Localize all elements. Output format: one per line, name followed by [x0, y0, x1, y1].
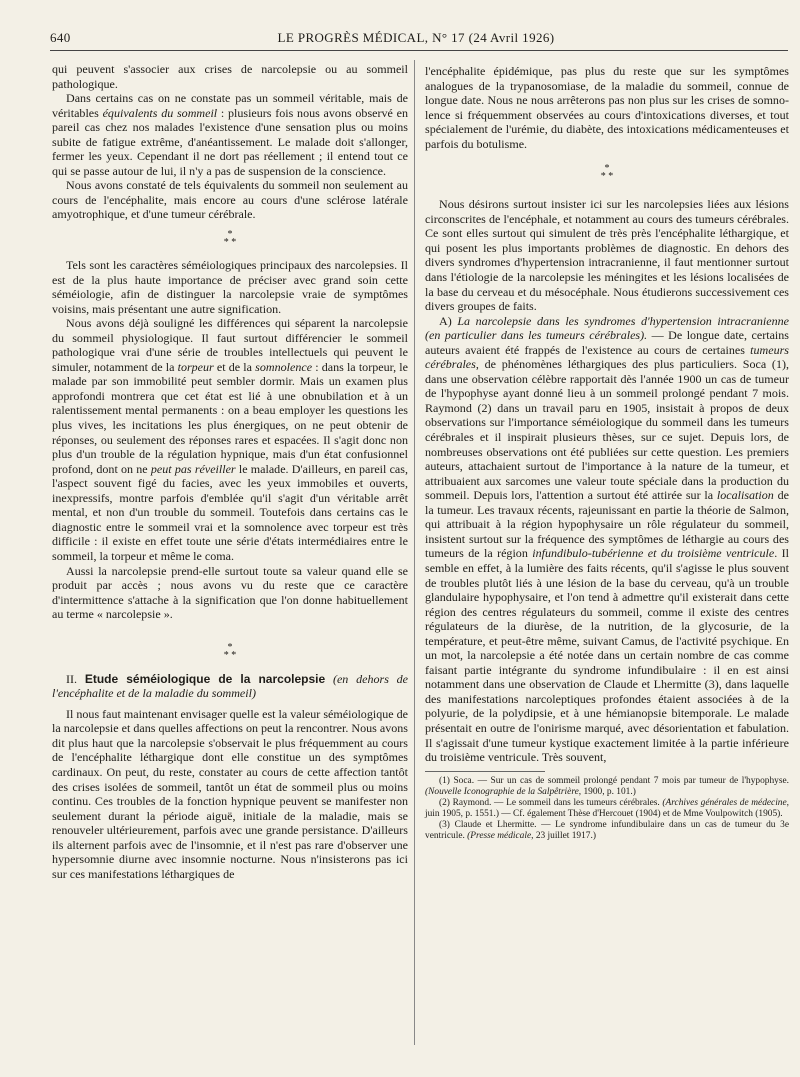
footnote: (3) Claude et Lhermitte. — Le syndrome infundibulaire dans un cas de tumeur du 3e ventricule. (Presse médicale, 23 juillet 1917.): [425, 819, 789, 841]
paragraph: A) La narcolepsie dans les syndromes d'hypertension intracranienne (en particulier dans les tumeurs cérébrales). — De longue date, certains auteurs avaient été frappés de l'existence au cours de certaines tumeurs cérébrales, de phénomènes léthargiques des plus particuliers. Soca (1), dans une observation célèbre rapportait dès l'année 1900 un cas de tumeur de l'hypophyse ayant donné lieu à un sommeil prolongé pendant 7 mois. Raymond (2) dans un travail paru en 1905, insistait à propos de deux observations sur l'importance séméiologique du sommeil dans les tumeurs cérébrales et il inspirait plusieurs thèses, sur ce sujet. Depuis lors, de nombreuses observations ont été publiées sur cette question. Les premiers auteurs, attachaient surtout de l'importance à la nature de la tumeur, et attribuaient aux sarcomes une valeur toute spéciale dans la production du sommeil. Depuis lors, l'attention a surtout été attirée sur la localisation de la tumeur. Les travaux récents, rajeunissant en partie la théorie de Salmon, qui attribuait à la région hypophysaire un rôle régulateur du sommeil, insistent surtout sur la fréquence des symptômes de léthargie au cours des tumeurs de la région infundibulo-tubérienne et du troisième ventricule. Il semble en effet, à la lumière des faits récents, qu'il s'agisse le plus souvent de troubles plutôt liés à une lésion de la base du cerveau, qu'à un trouble glandulaire hypophysaire, et l'on tend à admettre qu'il existerait dans cette région des centres régulateurs du sommeil, comme il existe des centres régulateurs de la diurèse, de la nutrition, de la glycosurie, de la température, et peut-être même, suivant Camus, de l'activité psychique. En un mot, la narcolepsie a été notée dans un certain nombre de cas comme faisant partie intégrante du syndrome infundibulaire : il en est ainsi notamment dans une observation de Claude et Lhermitte (3), dans laquelle des manifestations narcoleptiques profondes étaient associées à de la polyurie, de la polydipsie, et à une hémianopsie bitemporale. Le malade présentait en outre de l'onirisme marqué, avec désorientation et fabulation. Il s'agissait d'une tumeur kystique exactement limitée à la partie inférieure du troisième ventricule. Très souvent,: [425, 313, 789, 765]
paragraph: Il nous faut maintenant envisager quelle est la valeur séméiologique de la narcolepsie et dans quelles affections on peut la rencontrer. Nous avons dit plus haut que la narcolepsie s'observait le plus fréquemment au cours de l'encéphalite léthargique dont elle constitue un des symptômes cardinaux. On peut, du reste, constater au cours de cette affection tantôt des crises isolées de sommeil, tantôt un état de sommeil plus ou moins continu. Ces troubles de la fonction hypnique peuvent se manifester non seulement durant la période aiguë, initiale de la maladie, mais se renouveler ultérieurement, parfois avec une grande persistance. D'ailleurs ils alternent parfois avec de l'insomnie, et il n'est pas rare d'observer une hypersomnie diurne avec insomnie nocturne. Nous n'insisterons pas ici sur ces manifestations léthargiques de: [52, 706, 408, 881]
section-separator: * * *: [223, 641, 237, 661]
paragraph: qui peuvent s'associer aux crises de narcolepsie ou au sommeil pathologique.: [52, 62, 408, 91]
left-column: [52, 62, 408, 881]
paragraph: Nous avons constaté de tels équivalents du sommeil non seulement au cours de l'encéphalite, mais encore au cours d'une sclérose latérale amyotrophique, et d'une tumeur cérébrale.: [52, 178, 408, 222]
page-number: 640: [50, 30, 71, 45]
paragraph: Tels sont les caractères séméiologiques principaux des narcolepsies. Il est de la plus haute importance de préciser avec grand soin cette séméiologie, afin de distinguer la narcolepsie vraie de symptômes voisins, mais présentant une autre signification.: [52, 258, 408, 316]
journal-title: LE PROGRÈS MÉDICAL, N° 17 (24 Avril 1926): [277, 30, 555, 45]
paragraph: Nous désirons surtout insister ici sur les narcolepsies liées aux lésions circonscrites de l'encéphale, et notamment au cours des tumeurs cérébrales. Ce sont elles surtout qui simulent de très près l'encéphalite léthargique, et qui posent les plus importants problèmes de diagnostic. En dehors des divers syndromes d'hypertension intracranienne, il faut mentionner surtout dans l'étiologie de la narcolepsie les méningites et les lésions localisées de la base du cerveau et du mésocéphale. Nous étudierons successivement ces divers groupes de faits.: [425, 197, 789, 314]
footnote-rule: [425, 771, 545, 772]
section-separator: * * *: [223, 229, 237, 249]
footnote: (1) Soca. — Sur un cas de sommeil prolongé pendant 7 mois par tumeur de l'hypophyse. (Nouvelle Iconographie de la Salpêtrière, 1900, p. 101.): [425, 775, 789, 797]
right-column: [425, 64, 789, 842]
paragraph: l'encéphalite épidémique, pas plus du reste que sur les symptômes analogues de la trypanosomiase, de la maladie du sommeil, connue de longue date. Nous ne nous arrêterons pas non plus sur les crises de somno-lence si fréquemment observées au cours d'intoxications diverses, et tout spécialement de l'urémie, du diabète, des intoxications médicamenteuses et parfois du botulisme.: [425, 64, 789, 151]
paragraph: Dans certains cas on ne constate pas un sommeil véritable, mais de véritables équivalents du sommeil : plusieurs fois nous avons observé en pareil cas chez nos malades l'existence d'une sensation plus ou moins subite de fatigue extrême, d'anéantissement. Le malade doit s'allonger, fermer les yeux. Cependant il ne dort pas réellement ; il entend tout ce qui se passe autour de lui, il n'y a pas de suspension de la conscience.: [52, 91, 408, 178]
header-rule: [50, 50, 788, 51]
running-header: [50, 30, 782, 50]
footnote: (2) Raymond. — Le sommeil dans les tumeurs cérébrales. (Archives générales de médecine, juin 1905, p. 1551.) — Cf. également Thèse d'Hercouet (1904) et de Mme Voulpowitch (1905).: [425, 797, 790, 819]
section-heading: II. Etude séméiologique de la narcolepsie (en dehors de l'encéphalite et de la maladie du sommeil): [52, 671, 409, 701]
paragraph: Aussi la narcolepsie prend-elle surtout toute sa valeur quand elle se produit par accès ; nous avons vu du reste que ce caractère d'intermittence s'attache à la signification que l'on donne habituellement au terme « narcolepsie ».: [52, 563, 408, 622]
paragraph: Nous avons déjà souligné les différences qui séparent la narcolepsie du sommeil physiologique. Il faut surtout différencier le sommeil pathologique vrai d'une série de troubles intellectuels qui peuvent le simuler, notamment de la torpeur et de la somnolence : dans la torpeur, le malade par son immobilité peut sembler dormir. Mais un examen plus approfondi montrera que cet état est lié à une obnubilation et à un ralentissement mental permanents : on a beau employer les questions les plus vives, les incitations les plus énergiques, on ne peut obtenir de réponses, ou seulement des réponses rares et espacées. Il s'agit donc non plus d'un trouble de la régulation hypnique, mais d'un état confusionnel profond, dont on ne peut pas réveiller le malade. D'ailleurs, en pareil cas, l'aspect souvent figé du facies, avec les yeux immobiles et ouverts, inexpressifs, montre parfois d'emblée qu'il s'agit d'un véritable arrêt mental, et non d'un trouble du sommeil. Toutefois dans certains cas le diagnostic entre le sommeil vrai et la somnolence avec torpeur est très difficile : il existe en effet toute une série d'états intermédiaires entre le sommeil, la torpeur et même le coma.: [52, 316, 408, 563]
column-divider: [414, 60, 415, 1045]
section-separator: * * *: [600, 163, 614, 183]
